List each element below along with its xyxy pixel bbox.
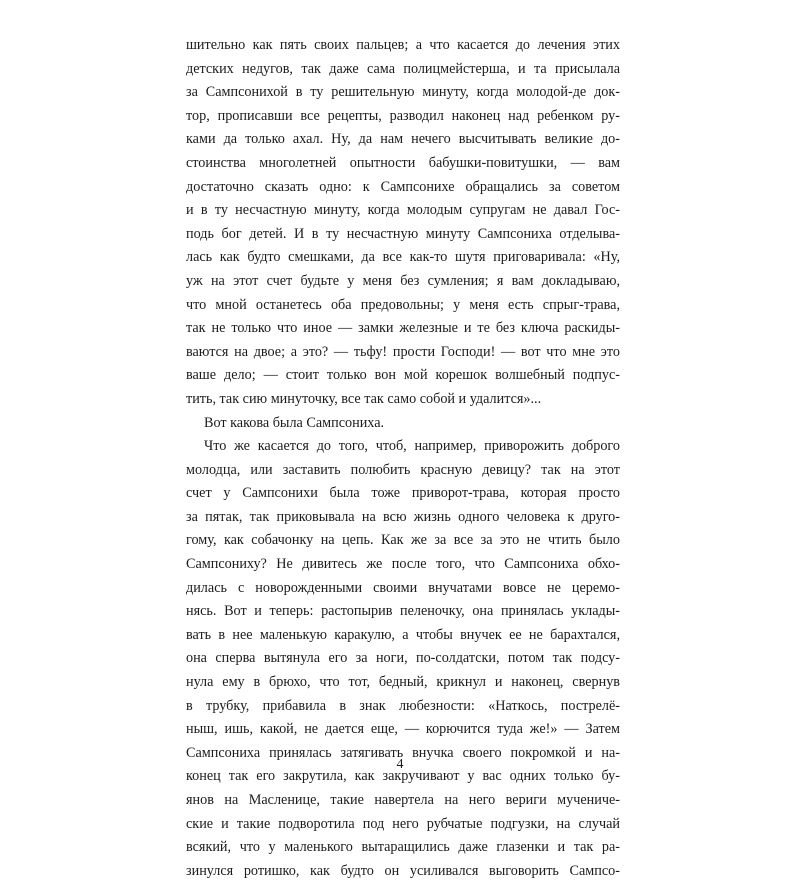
text-line: подь бог детей. И в ту несчастную минуту Сампсониха отделыва- bbox=[186, 225, 620, 242]
text-line: стоинства многолетней опытности бабушки-повитушки, — вам bbox=[186, 154, 620, 171]
text-line: зинулся ротишко, как будто он усиливался выговорить Сампсо- bbox=[186, 862, 620, 879]
text-line: ваются на двое; а это? — тьфу! прости Господи! — вот что мне это bbox=[186, 343, 620, 360]
text-line: ские и такие подворотила под него рубчатые подгузки, на случай bbox=[186, 815, 620, 832]
text-line: в трубку, прибавила в знак любезности: «Наткось, пострелё- bbox=[186, 697, 620, 714]
text-line: нясь. Вот и теперь: растопырив пеленочку, она принялась уклады- bbox=[186, 603, 620, 620]
text-line: Что же касается до того, чтоб, например, приворожить доброго bbox=[204, 438, 620, 455]
text-line: ками да только ахал. Ну, да нам нечего высчитывать великие до- bbox=[186, 131, 620, 148]
text-line: лась как будто смешками, да все как-то шутя приговаривала: «Ну, bbox=[186, 249, 620, 266]
text-line: счет у Сампсонихи была тоже приворот-трава, которая просто bbox=[186, 485, 620, 502]
text-line: молодца, или заставить полюбить красную девицу? так на этот bbox=[186, 461, 620, 478]
text-line: янов на Масленице, такие навертела на него вериги мучениче- bbox=[186, 792, 620, 808]
text-line: что мной останетесь оба предовольны; у меня есть спрыг-трава, bbox=[186, 296, 620, 313]
text-line: и в ту несчастную минуту, когда молодым супругам не давал Гос- bbox=[186, 202, 620, 219]
text-line: конец так его закрутила, как закручивают у вас одних только бу- bbox=[186, 768, 620, 785]
text-line: шительно как пять своих пальцев; а что касается до лечения этих bbox=[186, 37, 620, 53]
text-line: уж на этот счет будьте у меня без сумления; я вам докладываю, bbox=[186, 272, 620, 289]
text-line: ныш, ишь, какой, не дается еще, — корючится туда же!» — Затем bbox=[186, 721, 620, 738]
text-line: всякий, что у маленького вытаращились даже глазенки и так ра- bbox=[186, 839, 620, 856]
text-line: за Сампсонихой в ту решительную минуту, когда молодой-де док- bbox=[186, 84, 620, 101]
text-line: Сампсониху? Не дивитесь же после того, что Сампсониха обхо- bbox=[186, 556, 620, 573]
text-line: вать в нее маленькую каракулю, а чтобы внучек ее не барахтался, bbox=[186, 626, 620, 643]
text-line: достаточно сказать одно: к Сампсонихе обращались за советом bbox=[186, 178, 620, 195]
body-text bbox=[186, 34, 620, 883]
text-line: тор, прописавши все рецепты, разводил наконец над ребенком ру- bbox=[186, 107, 620, 124]
text-line: она сперва вытянула его за ноги, по-солдатски, потом так подсу- bbox=[186, 650, 620, 667]
text-line: так не только что иное — замки железные и те без ключа раскиды- bbox=[186, 320, 620, 337]
page-number: 4 bbox=[396, 757, 404, 772]
text-line: гому, как собачонку на цепь. Как же за все за это не чтить было bbox=[186, 532, 620, 549]
text-line: ваше дело; — стоит только вон мой корешок волшебный подпус- bbox=[186, 367, 620, 384]
text-line: Сампсониха принялась затягивать внучка своего покромкой и на- bbox=[186, 744, 620, 761]
text-line: тить, так сию минуточку, все так само собой и удалится»... bbox=[186, 390, 542, 407]
text-line: дилась с новорожденными своими внучатами вовсе не церемо- bbox=[186, 579, 620, 596]
text-line: Вот какова была Сампсониха. bbox=[204, 414, 385, 431]
text-line: за пятак, так приковывала на всю жизнь одного человека к друго- bbox=[186, 508, 620, 525]
text-line: детских недугов, так даже сама полицмейстерша, и та присылала bbox=[186, 60, 620, 77]
text-line: нула ему в брюхо, что тот, бедный, крикнул и наконец, свернув bbox=[186, 674, 620, 691]
